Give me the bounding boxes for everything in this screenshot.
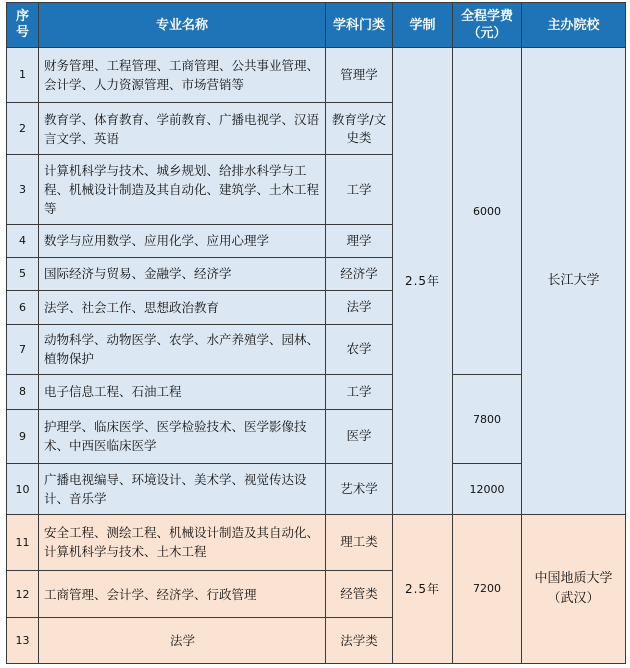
row-seq: 9 (7, 409, 39, 464)
row-seq: 3 (7, 155, 39, 225)
header-duration: 学制 (393, 3, 453, 48)
fee-yangtze-a: 6000 (453, 48, 522, 375)
row-major: 法学、社会工作、思想政治教育 (39, 291, 326, 324)
row-category: 教育学/文史类 (326, 102, 393, 155)
row-category: 农学 (326, 324, 393, 375)
row-seq: 13 (7, 618, 39, 664)
row-seq: 1 (7, 48, 39, 103)
school-cug: 中国地质大学（武汉） (522, 514, 626, 663)
header-row (7, 3, 626, 48)
header-fee: 全程学费（元） (453, 3, 522, 48)
row-category: 理学 (326, 225, 393, 257)
row-major: 广播电视编导、环境设计、美术学、视觉传达设计、音乐学 (39, 464, 326, 515)
row-category: 医学 (326, 409, 393, 464)
row-major: 动物科学、动物医学、农学、水产养殖学、园林、植物保护 (39, 324, 326, 375)
row-category: 工学 (326, 155, 393, 225)
row-major: 数学与应用数学、应用化学、应用心理学 (39, 225, 326, 257)
header-school: 主办院校 (522, 3, 626, 48)
fee-cug: 7200 (453, 514, 522, 663)
row-major: 护理学、临床医学、医学检验技术、医学影像技术、中西医临床医学 (39, 409, 326, 464)
row-major: 财务管理、工程管理、工商管理、公共事业管理、会计学、人力资源管理、市场营销等 (39, 48, 326, 103)
row-seq: 4 (7, 225, 39, 257)
row-major: 法学 (39, 618, 326, 664)
row-seq: 2 (7, 102, 39, 155)
row-category: 理工类 (326, 514, 393, 570)
row-category: 经济学 (326, 257, 393, 290)
row-seq: 5 (7, 257, 39, 290)
row-category: 法学 (326, 291, 393, 324)
header-category: 学科门类 (326, 3, 393, 48)
row-major: 国际经济与贸易、金融学、经济学 (39, 257, 326, 290)
row-category: 经管类 (326, 570, 393, 618)
row-major: 工商管理、会计学、经济学、行政管理 (39, 570, 326, 618)
duration-cug: 2.5年 (393, 514, 453, 663)
row-category: 艺术学 (326, 464, 393, 515)
row-seq: 6 (7, 291, 39, 324)
row-seq: 8 (7, 375, 39, 409)
duration-yangtze: 2.5年 (393, 48, 453, 515)
row-category: 法学类 (326, 618, 393, 664)
row-seq: 12 (7, 570, 39, 618)
row-seq: 10 (7, 464, 39, 515)
row-major: 教育学、体育教育、学前教育、广播电视学、汉语言文学、英语 (39, 102, 326, 155)
header-seq: 序号 (7, 3, 39, 48)
fee-yangtze-b: 7800 (453, 375, 522, 464)
school-yangtze: 长江大学 (522, 48, 626, 515)
row-seq: 11 (7, 514, 39, 570)
row-category: 管理学 (326, 48, 393, 103)
row-major: 电子信息工程、石油工程 (39, 375, 326, 409)
row-category: 工学 (326, 375, 393, 409)
row-major: 安全工程、测绘工程、机械设计制造及其自动化、计算机科学与技术、土木工程 (39, 514, 326, 570)
row-major: 计算机科学与技术、城乡规划、给排水科学与工程、机械设计制造及其自动化、建筑学、土木工程等 (39, 155, 326, 225)
majors-table (6, 2, 626, 664)
table-row (7, 48, 626, 103)
header-major: 专业名称 (39, 3, 326, 48)
row-seq: 7 (7, 324, 39, 375)
fee-yangtze-c: 12000 (453, 464, 522, 515)
table-row (7, 514, 626, 570)
